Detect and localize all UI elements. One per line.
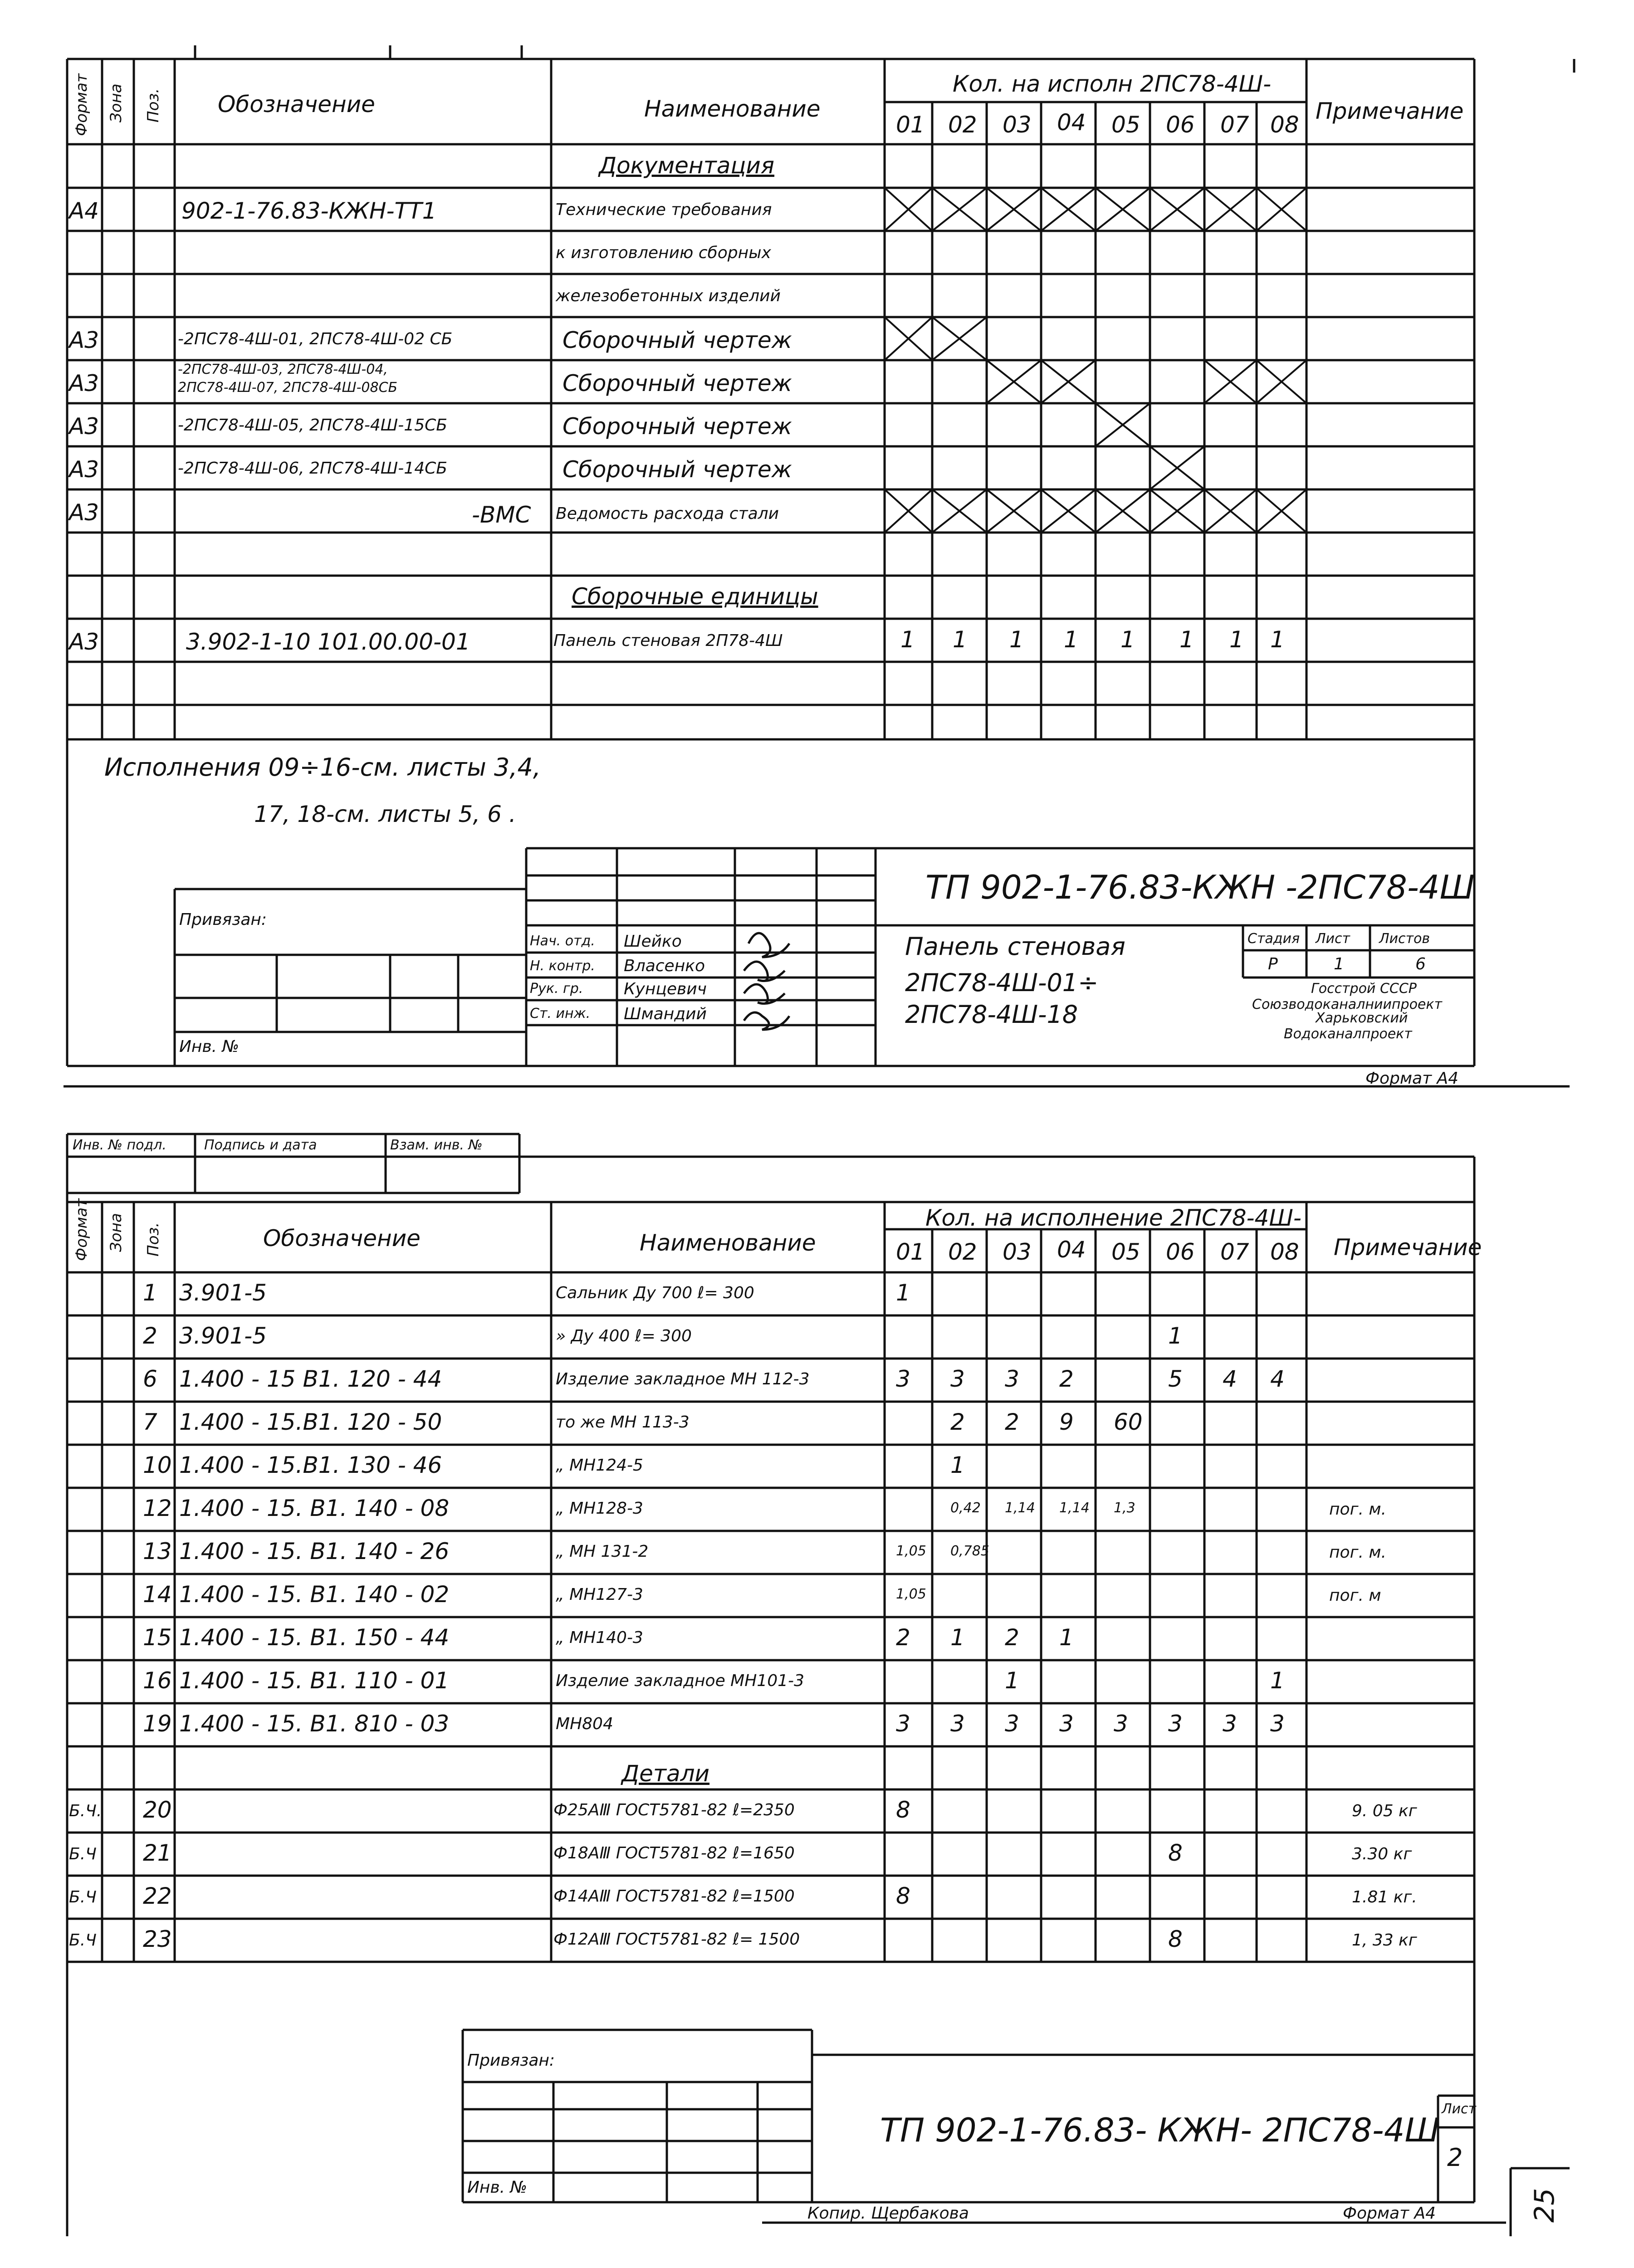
page-number: 25	[1529, 2188, 1561, 2223]
row-qty: 60	[1114, 1409, 1143, 1435]
part-format: Б.Ч	[69, 1888, 97, 1906]
row4-name: Сборочный чертеж	[563, 327, 792, 353]
stage-label: Стадия	[1248, 931, 1300, 947]
stage-value: Р	[1268, 955, 1278, 973]
row-designation: 3.901-5	[179, 1280, 267, 1306]
s2-header-note: Примечание	[1334, 1234, 1482, 1261]
stamp-sign-date: Подпись и дата	[204, 1137, 317, 1153]
note-line-2: 17, 18-см. листы 5, 6 .	[254, 801, 516, 827]
s2-col-06: 06	[1166, 1239, 1195, 1265]
unit-designation: 3.902-1-10 101.00.00-01	[186, 629, 470, 655]
row-qty: 3	[1114, 1711, 1128, 1737]
row-note: пог. м.	[1329, 1500, 1386, 1519]
row-qty: 2	[950, 1409, 965, 1435]
unit-q7: 1	[1229, 626, 1244, 653]
row-pos: 2	[143, 1323, 157, 1349]
row-pos: 1	[143, 1280, 157, 1306]
row2-name: к изготовлению сборных	[556, 244, 771, 262]
role-3: Рук. гр.	[530, 981, 583, 997]
row-qty: 1,14	[1059, 1500, 1090, 1516]
row-qty: 1	[896, 1280, 910, 1306]
row-qty: 3	[950, 1711, 965, 1737]
row-name: Сальник Ду 700 ℓ= 300	[556, 1284, 754, 1302]
s2-col-04: 04	[1057, 1237, 1086, 1263]
row-qty: 3	[1270, 1711, 1285, 1737]
s2-header-format: Формат	[73, 1198, 91, 1261]
row-name: МН804	[556, 1715, 613, 1733]
row-qty: 3	[1059, 1711, 1074, 1737]
row-name: „ МН140-3	[556, 1628, 643, 1647]
row-pos: 6	[143, 1366, 157, 1392]
part-note: 1, 33 кг	[1352, 1931, 1417, 1950]
row-designation: 1.400 - 15.В1. 130 - 46	[179, 1452, 442, 1478]
header-note: Примечание	[1316, 98, 1464, 124]
unit-q2: 1	[953, 626, 967, 653]
name-3: Кунцевич	[624, 980, 707, 998]
col-07: 07	[1220, 112, 1249, 138]
row-name: „ МН127-3	[556, 1585, 643, 1604]
sheets-value: 6	[1415, 955, 1426, 973]
row-designation: 1.400 - 15. В1. 150 - 44	[179, 1624, 450, 1651]
row-qty: 2	[896, 1624, 910, 1651]
row-name: „ МН124-5	[556, 1456, 643, 1475]
row-pos: 13	[143, 1538, 172, 1564]
row-designation: 1.400 - 15. В1. 140 - 26	[179, 1538, 450, 1564]
row6-designation: -2ПС78-4Ш-05, 2ПС78-4Ш-15СБ	[178, 416, 447, 435]
unit-q1: 1	[900, 626, 915, 653]
row-qty: 0,42	[950, 1500, 981, 1516]
header-pos: Поз.	[144, 88, 162, 122]
row5-name: Сборочный чертеж	[563, 370, 792, 396]
s2-doc-code: ТП 902-1-76.83- КЖН- 2ПС78-4Ш	[880, 2111, 1440, 2149]
row-qty: 4	[1270, 1366, 1285, 1392]
col-05: 05	[1111, 112, 1140, 138]
part-pos: 22	[143, 1883, 172, 1909]
part-qty: 8	[1168, 1840, 1183, 1866]
row1-name: Технические требования	[556, 200, 772, 219]
row-pos: 19	[143, 1711, 172, 1737]
name-2: Власенко	[624, 957, 705, 975]
header-qty-title: Кол. на исполн 2ПС78-4Ш-	[953, 71, 1272, 97]
row-designation: 1.400 - 15. В1. 810 - 03	[179, 1711, 450, 1737]
s2-header-zone: Зона	[107, 1213, 125, 1252]
s2-header-designation: Обозначение	[263, 1225, 421, 1251]
row-qty: 1	[1168, 1323, 1183, 1349]
part-note: 9. 05 кг	[1352, 1802, 1417, 1820]
row-qty: 3	[896, 1366, 910, 1392]
unit-format: А3	[69, 629, 99, 655]
row-designation: 1.400 - 15. В1. 110 - 01	[179, 1667, 450, 1694]
stamp-vzam: Взам. инв. №	[390, 1137, 483, 1153]
row-name: » Ду 400 ℓ= 300	[556, 1327, 692, 1345]
row-qty: 9	[1059, 1409, 1074, 1435]
inv-label: Инв. №	[179, 1037, 240, 1056]
row7-designation: -2ПС78-4Ш-06, 2ПС78-4Ш-14СБ	[178, 459, 447, 478]
unit-q6: 1	[1179, 626, 1194, 653]
format-label-1: Формат А4	[1365, 1069, 1459, 1088]
part-format: Б.Ч.	[69, 1802, 102, 1820]
section-parts: Детали	[621, 1760, 710, 1787]
part-name: Ф25АⅢ ГОСТ5781-82 ℓ=2350	[553, 1801, 795, 1819]
part-pos: 21	[143, 1840, 172, 1866]
row-name: Изделие закладное МН101-3	[556, 1672, 804, 1690]
copy-label: Копир. Щербакова	[807, 2204, 969, 2223]
row8-designation: -ВМС	[472, 502, 531, 528]
row-pos: 7	[143, 1409, 157, 1435]
part-pos: 23	[143, 1926, 172, 1952]
row-name: то же МН 113-3	[556, 1413, 690, 1432]
s2-col-01: 01	[896, 1239, 925, 1265]
s2-sheet-value: 2	[1447, 2143, 1463, 2172]
header-name: Наименование	[644, 96, 821, 122]
sheet-value: 1	[1334, 955, 1344, 973]
row8-format: А3	[69, 499, 99, 526]
row4-format: А3	[69, 327, 99, 353]
row-qty: 1	[950, 1452, 965, 1478]
row-qty: 1,3	[1114, 1500, 1135, 1516]
row4-designation: -2ПС78-4Ш-01, 2ПС78-4Ш-02 СБ	[178, 330, 453, 348]
org-line-2: Союзводоканалниипроект	[1252, 997, 1442, 1012]
row-qty: 1,05	[896, 1543, 926, 1559]
row-pos: 16	[143, 1667, 172, 1694]
name-4: Шмандий	[624, 1005, 707, 1023]
row-qty: 4	[1223, 1366, 1237, 1392]
s2-header-qty-title: Кол. на исполнение 2ПС78-4Ш-	[925, 1205, 1301, 1231]
unit-q5: 1	[1120, 626, 1135, 653]
row-name: Изделие закладное МН 112-3	[556, 1370, 810, 1388]
bound-label: Привязан:	[179, 910, 267, 929]
s2-header-name: Наименование	[640, 1230, 816, 1256]
org-line-1: Госстрой СССР	[1311, 981, 1417, 997]
part-format: Б.Ч	[69, 1931, 97, 1950]
row-qty: 2	[1059, 1366, 1074, 1392]
part-name: Ф14АⅢ ГОСТ5781-82 ℓ=1500	[553, 1887, 795, 1906]
row5-format: А3	[69, 370, 99, 396]
row-note: пог. м.	[1329, 1543, 1386, 1562]
part-pos: 20	[143, 1797, 172, 1823]
row6-format: А3	[69, 413, 99, 440]
section-docs: Документация	[599, 152, 774, 179]
row-qty: 3	[1005, 1711, 1019, 1737]
part-name: Ф12АⅢ ГОСТ5781-82 ℓ= 1500	[553, 1930, 800, 1949]
row-qty: 0,785	[950, 1543, 989, 1559]
row-qty: 1,05	[896, 1586, 926, 1602]
role-4: Ст. инж.	[530, 1006, 591, 1022]
row-qty: 3	[1005, 1366, 1019, 1392]
part-qty: 8	[1168, 1926, 1183, 1952]
s2-sheet-label: Лист	[1442, 2101, 1477, 2117]
part-qty: 8	[896, 1883, 910, 1909]
unit-name: Панель стеновая 2П78-4Ш	[553, 631, 783, 650]
row-designation: 1.400 - 15.В1. 120 - 50	[179, 1409, 442, 1435]
col-02: 02	[948, 112, 977, 138]
row-note: пог. м	[1329, 1586, 1381, 1605]
header-format: Формат	[73, 73, 91, 136]
s2-col-05: 05	[1111, 1239, 1140, 1265]
doc-code: ТП 902-1-76.83-КЖН -2ПС78-4Ш	[925, 868, 1475, 906]
s2-col-02: 02	[948, 1239, 977, 1265]
row-qty: 3	[1168, 1711, 1183, 1737]
unit-q8: 1	[1270, 626, 1285, 653]
sheets-label: Листов	[1379, 931, 1430, 947]
row7-format: А3	[69, 456, 99, 483]
org-line-4: Водоканалпроект	[1284, 1026, 1412, 1042]
row-pos: 14	[143, 1581, 172, 1608]
row-qty: 2	[1005, 1624, 1019, 1651]
part-note: 1.81 кг.	[1352, 1888, 1417, 1906]
org-line-3: Харьковский	[1316, 1010, 1408, 1026]
row5-designation: -2ПС78-4Ш-03, 2ПС78-4Ш-04,	[178, 362, 388, 377]
s2-header-pos: Поз.	[144, 1222, 162, 1256]
part-format: Б.Ч	[69, 1845, 97, 1863]
row-name: „ МН 131-2	[556, 1542, 649, 1561]
stamp-inv-podl: Инв. № подл.	[73, 1137, 166, 1153]
col-03: 03	[1003, 112, 1032, 138]
col-06: 06	[1166, 112, 1195, 138]
s2-inv-label: Инв. №	[467, 2178, 528, 2197]
row7-name: Сборочный чертеж	[563, 456, 792, 483]
s2-bound-label: Привязан:	[467, 2051, 555, 2070]
row-qty: 1	[1059, 1624, 1074, 1651]
format-label-2: Формат А4	[1343, 2204, 1436, 2223]
role-2: Н. контр.	[530, 958, 595, 974]
row-designation: 3.901-5	[179, 1323, 267, 1349]
row-qty: 3	[950, 1366, 965, 1392]
row6-name: Сборочный чертеж	[563, 413, 792, 440]
col-04: 04	[1057, 109, 1086, 136]
col-08: 08	[1270, 112, 1299, 138]
row-name: „ МН128-3	[556, 1499, 643, 1518]
col-01: 01	[896, 112, 925, 138]
product-line-1: Панель стеновая	[905, 932, 1125, 961]
row1-designation: 902-1-76.83-КЖН-ТТ1	[181, 198, 437, 224]
note-line-1: Исполнения 09÷16-см. листы 3,4,	[104, 753, 541, 782]
row-designation: 1.400 - 15 В1. 120 - 44	[179, 1366, 442, 1392]
row-qty: 3	[1223, 1711, 1237, 1737]
row8-name: Ведомость расхода стали	[556, 504, 779, 523]
s2-col-07: 07	[1220, 1239, 1249, 1265]
row-qty: 1,14	[1005, 1500, 1035, 1516]
row-pos: 12	[143, 1495, 172, 1521]
unit-q4: 1	[1064, 626, 1078, 653]
product-line-3: 2ПС78-4Ш-18	[905, 1000, 1078, 1029]
row1-format: А4	[69, 198, 99, 224]
row-qty: 1	[1270, 1667, 1285, 1694]
row3-name: железобетонных изделий	[556, 287, 781, 305]
sheet-label: Лист	[1316, 931, 1350, 947]
name-1: Шейко	[624, 932, 682, 951]
header-zone: Зона	[107, 83, 125, 122]
unit-q3: 1	[1009, 626, 1024, 653]
part-name: Ф18АⅢ ГОСТ5781-82 ℓ=1650	[553, 1844, 795, 1862]
row-qty: 1	[1005, 1667, 1019, 1694]
row-qty: 1	[950, 1624, 965, 1651]
header-designation: Обозначение	[218, 91, 375, 117]
row-designation: 1.400 - 15. В1. 140 - 08	[179, 1495, 450, 1521]
row-qty: 3	[896, 1711, 910, 1737]
row5-designation2: 2ПС78-4Ш-07, 2ПС78-4Ш-08СБ	[178, 380, 398, 396]
product-line-2: 2ПС78-4Ш-01÷	[905, 968, 1099, 997]
row-designation: 1.400 - 15. В1. 140 - 02	[179, 1581, 450, 1608]
part-qty: 8	[896, 1797, 910, 1823]
row-qty: 5	[1168, 1366, 1183, 1392]
section-units: Сборочные единицы	[572, 583, 818, 610]
row-qty: 2	[1005, 1409, 1019, 1435]
role-1: Нач. отд.	[530, 933, 595, 949]
s2-col-03: 03	[1003, 1239, 1032, 1265]
part-note: 3.30 кг	[1352, 1845, 1412, 1863]
row-pos: 10	[143, 1452, 172, 1478]
row-pos: 15	[143, 1624, 172, 1651]
s2-col-08: 08	[1270, 1239, 1299, 1265]
